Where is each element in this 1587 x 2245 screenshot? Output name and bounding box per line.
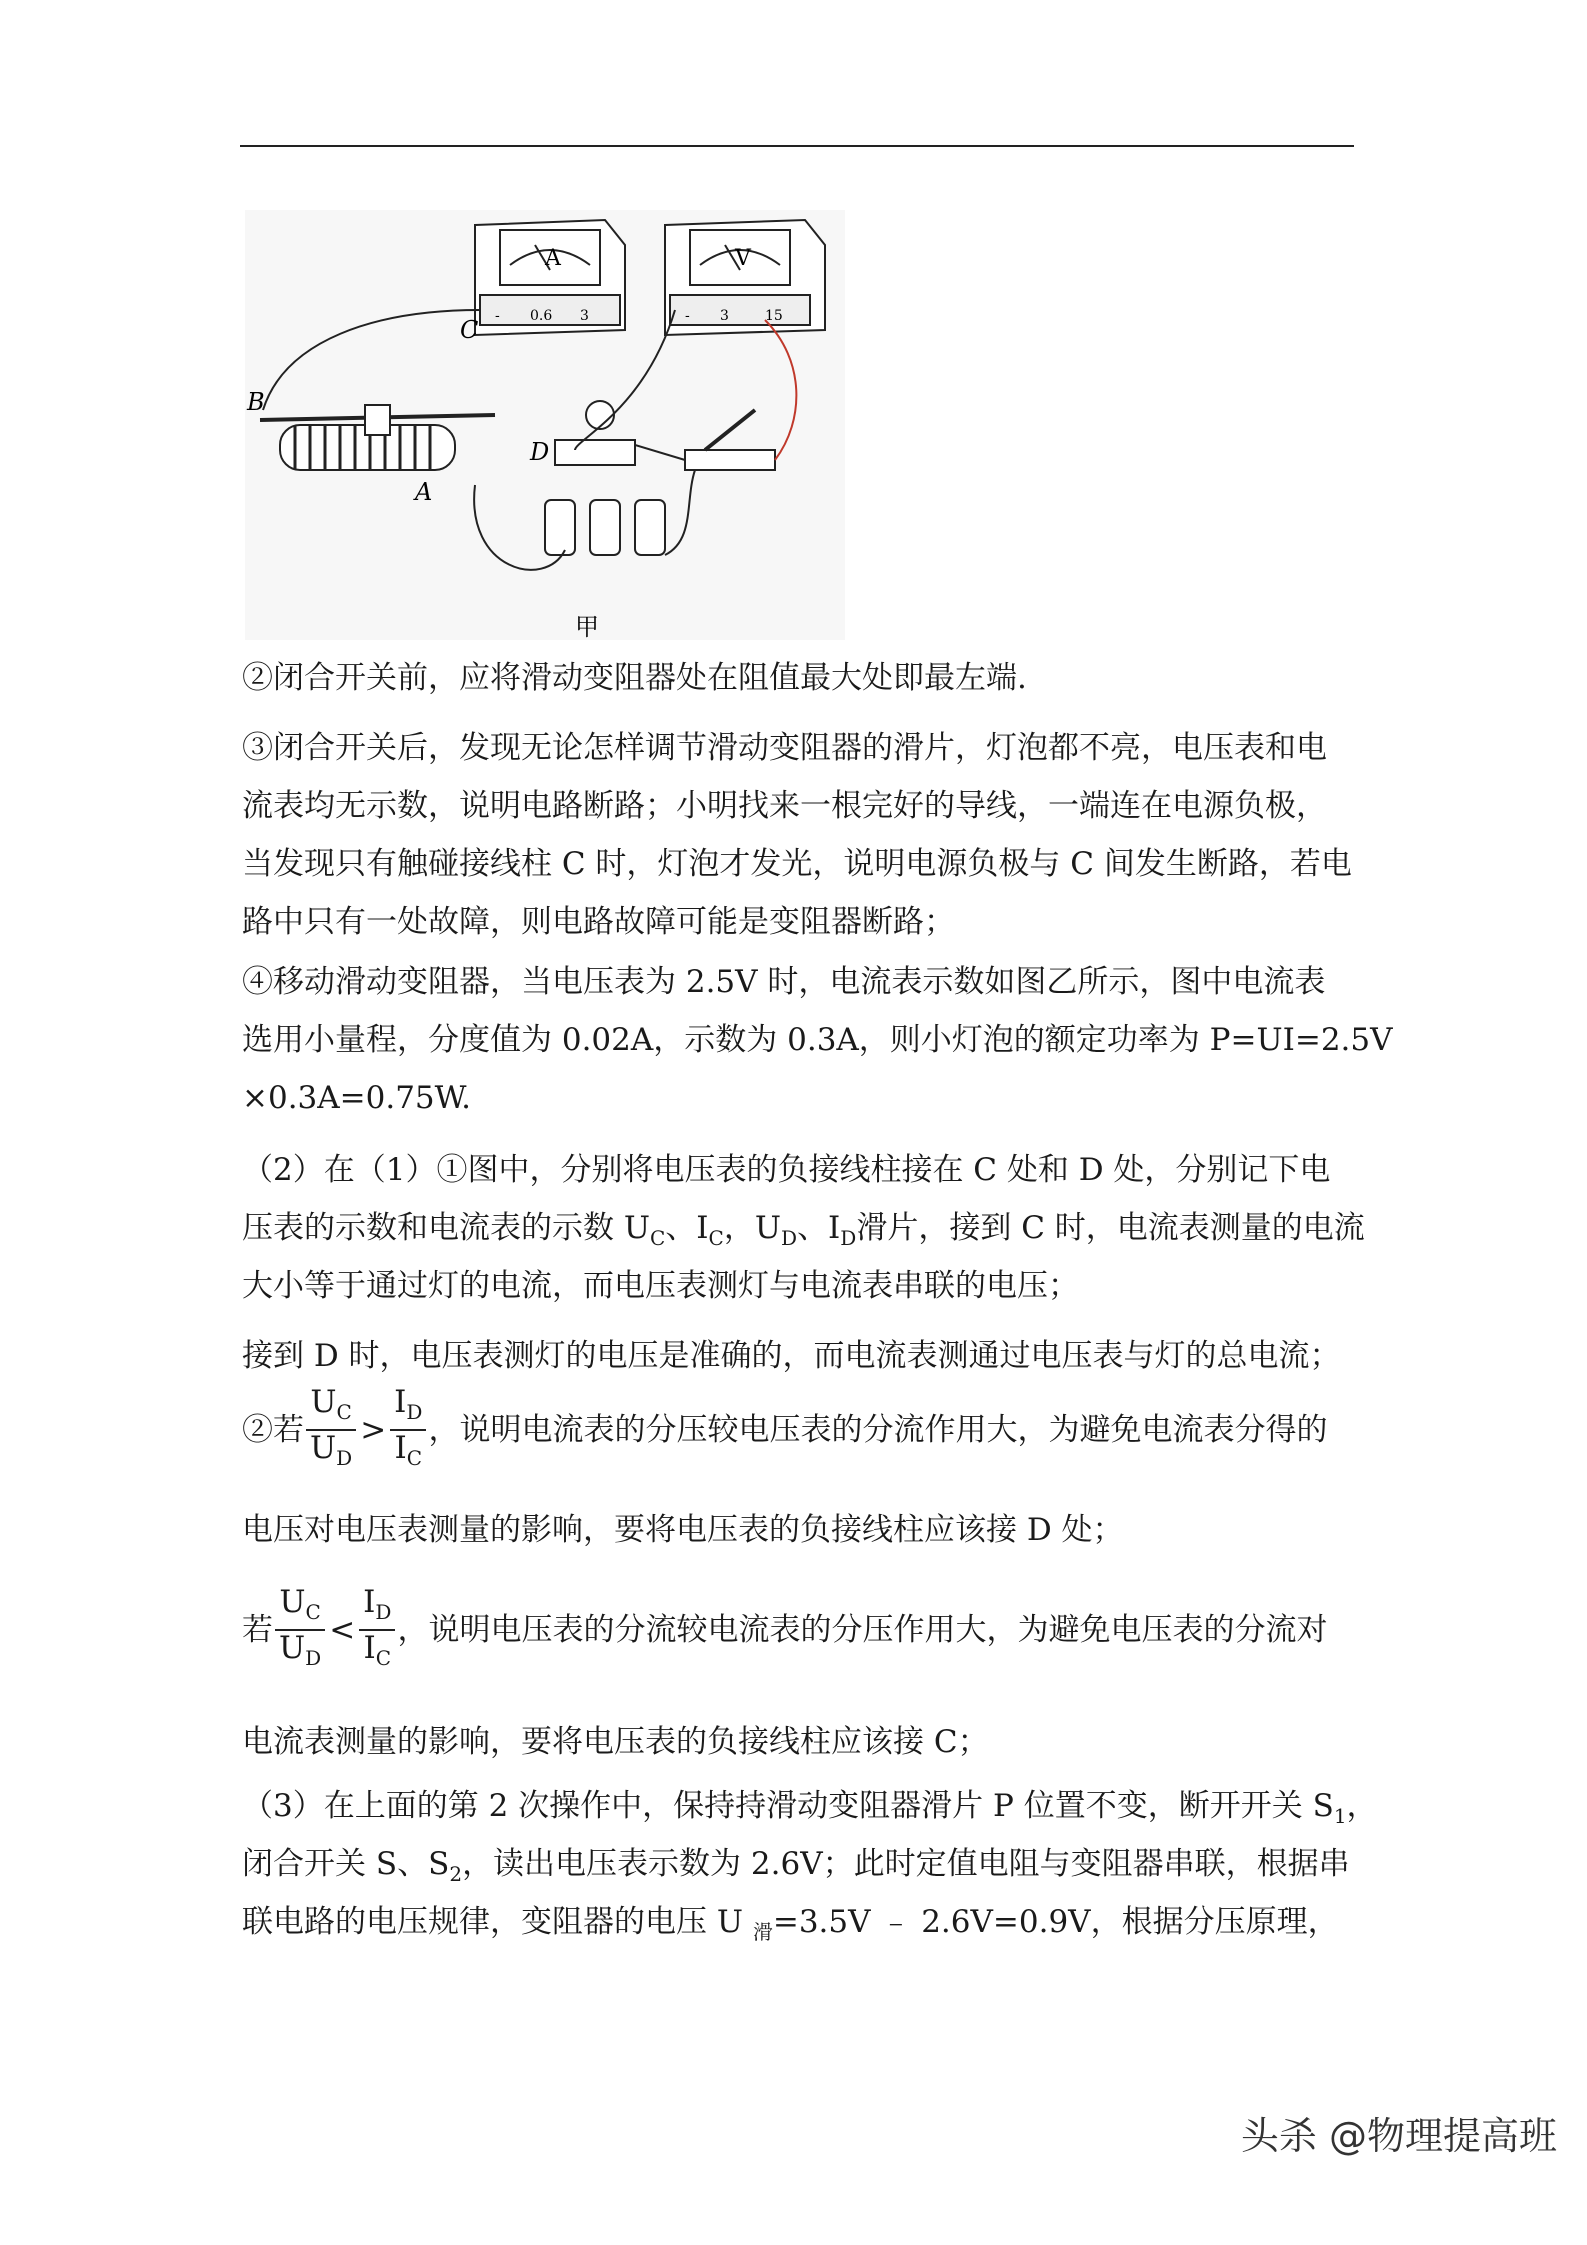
fraction-uc-ud: $\frac{U_C}{U_D}$ [306,1385,356,1475]
para-q2-3: 大小等于通过灯的电流，而电压表测灯与电流表串联的电压； [242,1268,1079,1304]
voltmeter-icon [665,220,825,335]
svg-text:0.6: 0.6 [530,308,553,324]
para-connect-d: 电压对电压表测量的影响，要将电压表的负接线柱应该接 D 处； [242,1512,1124,1548]
svg-text:D: D [530,438,550,466]
watermark: 头杀 @物理提高班 [1240,2114,1557,2158]
formula-line-1: ②若 $\frac{U_C}{U_D}$ > $\frac{I_D}{I_C}$ ，说明电流表的分压较电压表的分流作用大，为避免电流表分得的 [242,1380,1354,1480]
svg-text:-: - [685,308,690,324]
svg-text:A: A [415,478,433,506]
para-fault-3: 当发现只有触碰接线柱 C 时，灯泡才发光，说明电源负极与 C 间发生断路，若电 [242,846,1352,882]
para-connect-c: 电流表测量的影响，要将电压表的负接线柱应该接 C； [242,1724,989,1760]
svg-text:3: 3 [720,308,729,324]
para-q2-1: （2）在（1）①图中，分别将电压表的负接线柱接在 C 处和 D 处，分别记下电 [242,1152,1331,1188]
svg-text:甲: 甲 [575,613,599,640]
para-switch: ②闭合开关前，应将滑动变阻器处在阻值最大处即最左端. [242,660,1027,696]
fraction-uc-ud: $\frac{U_C}{U_D}$ [275,1585,325,1675]
para-power-2: 选用小量程，分度值为 0.02A，示数为 0.3A，则小灯泡的额定功率为 P=UI=2.5V [242,1022,1393,1058]
svg-text:-: - [495,308,500,324]
svg-text:15: 15 [765,308,783,324]
fraction-id-ic: $\frac{I_D}{I_C}$ [359,1585,395,1675]
para-power-1: ④移动滑动变阻器，当电压表为 2.5V 时，电流表示数如图乙所示，图中电流表 [242,964,1326,1000]
para-q3-3: 联电路的电压规律，变阻器的电压 U $_滑$=3.5V ﹣ 2.6V=0.9V，根据分压原理， [242,1904,1339,1945]
svg-text:C: C [460,316,479,344]
header-rule [240,145,1354,147]
ammeter-icon [475,220,625,335]
para-q3-1: （3）在上面的第 2 次操作中，保持持滑动变阻器滑片 P 位置不变，断开开关 $S_1$， [242,1788,1378,1829]
svg-text:A: A [545,246,561,271]
para-q2-4: 接到 D 时，电压表测灯的电压是准确的，而电流表测通过电压表与灯的总电流； [242,1338,1341,1374]
svg-text:B: B [247,388,265,416]
para-fault-4: 路中只有一处故障，则电路故障可能是变阻器断路； [242,904,955,940]
para-power-3: ×0.3A=0.75W. [242,1080,471,1116]
fraction-id-ic: $\frac{I_D}{I_C}$ [390,1385,426,1475]
circuit-figure [245,210,845,640]
para-q2-2: 压表的示数和电流表的示数 $U_C$、$I_C$，$U_D$、$I_D$滑片，接到 C 时，电流表测量的电流 [242,1210,1365,1251]
battery-icon [545,500,665,555]
svg-text:3: 3 [580,308,589,324]
para-fault-2: 流表均无示数，说明电路断路；小明找来一根完好的导线，一端连在电源负极， [242,788,1327,824]
formula-line-2: 若 $\frac{U_C}{U_D}$ < $\frac{I_D}{I_C}$ ，说明电压表的分流较电流表的分压作用大，为避免电压表的分流对 [242,1580,1354,1680]
svg-text:V: V [735,246,751,271]
para-fault-1: ③闭合开关后，发现无论怎样调节滑动变阻器的滑片，灯泡都不亮，电压表和电 [242,730,1327,766]
para-q3-2: 闭合开关 S、$S_2$，读出电压表示数为 2.6V；此时定值电阻与变阻器串联，根据串 [242,1846,1350,1887]
